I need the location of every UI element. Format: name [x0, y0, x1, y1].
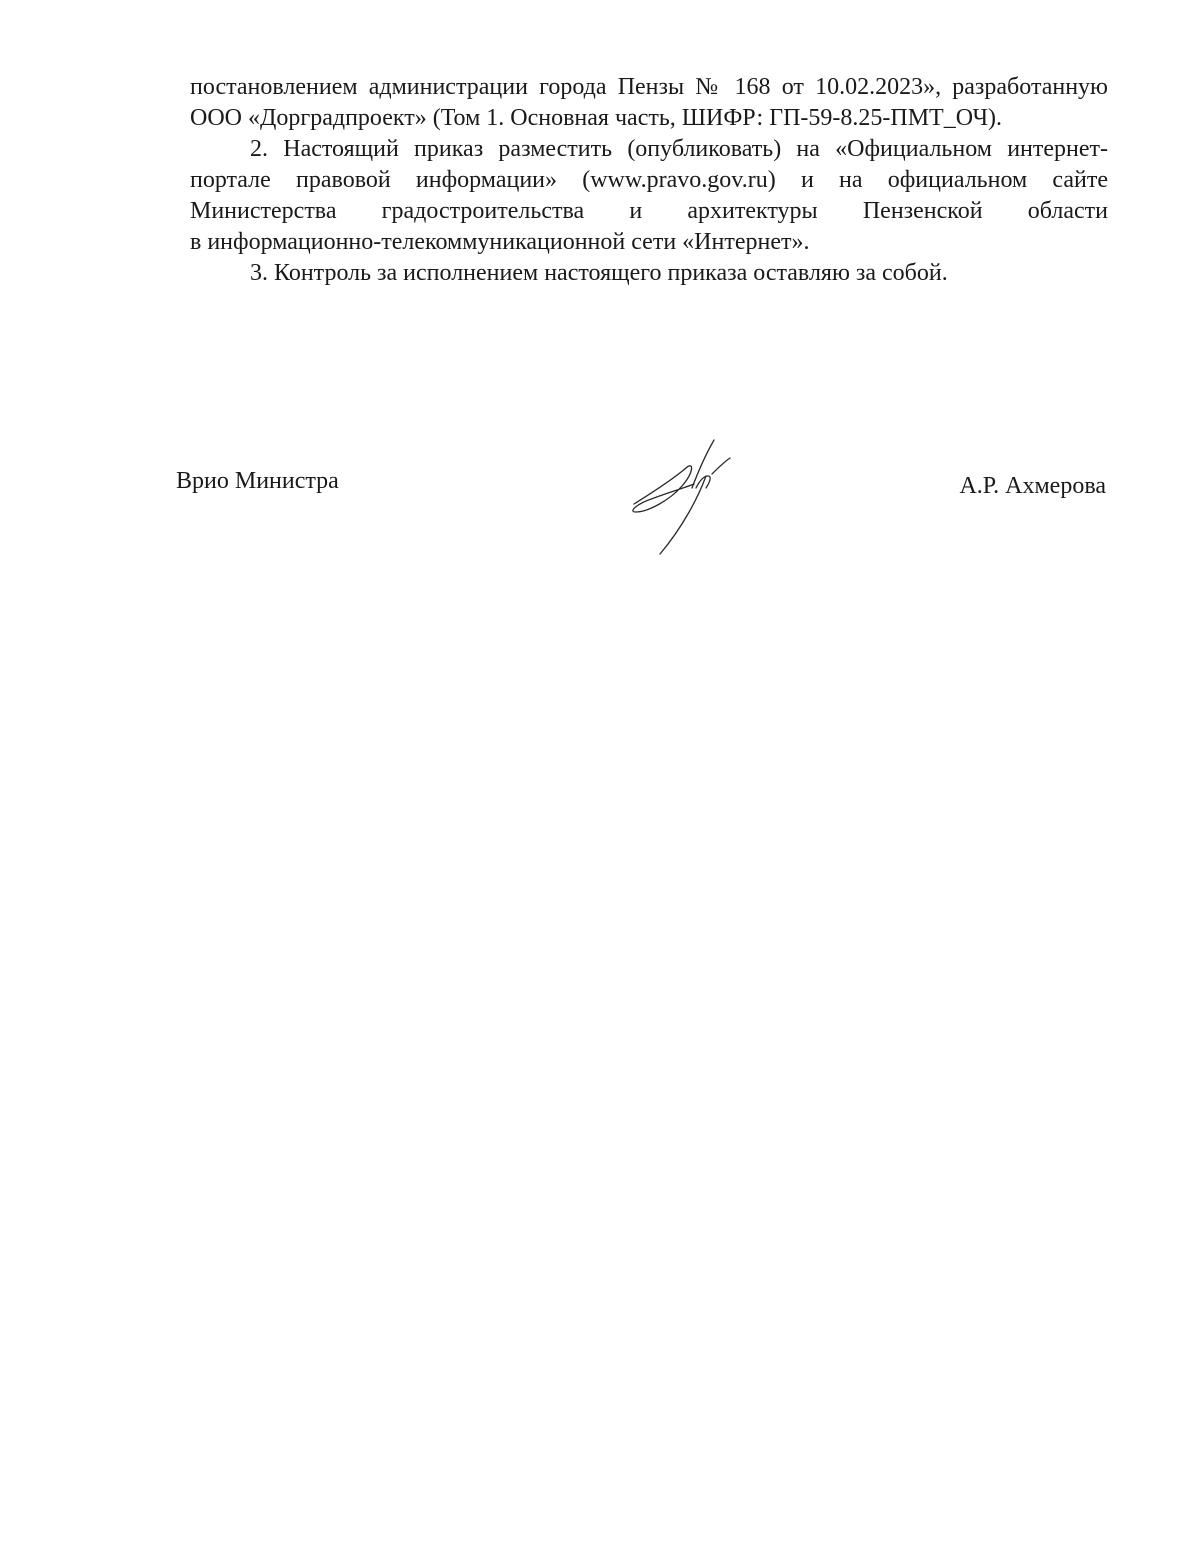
- paragraph-2-line-3: Министерства градостроительства и архитектуры Пензенской области: [190, 198, 1108, 224]
- signatory-position: Врио Министра: [176, 468, 339, 494]
- signature-block: [0, 420, 1200, 560]
- paragraph-2-line-2: портале правовой информации» (www.pravo.gov.ru) и на официальном сайте: [190, 167, 1108, 193]
- paragraph-1-line-2: ООО «Дорградпроект» (Том 1. Основная часть, ШИФР: ГП-59-8.25-ПМТ_ОЧ).: [190, 105, 1003, 131]
- paragraph-2-line-4: в информационно-телекоммуникационной сети «Интернет».: [190, 229, 810, 255]
- paragraph-1-line-1: постановлением администрации города Пензы № 168 от 10.02.2023», разработанную: [190, 74, 1108, 100]
- paragraph-3-line-1: 3. Контроль за исполнением настоящего приказа оставляю за собой.: [250, 260, 948, 286]
- document-body: [190, 72, 1108, 289]
- paragraph-2-line-1: 2. Настоящий приказ разместить (опубликовать) на «Официальном интернет-: [250, 136, 1108, 162]
- handwritten-signature-icon: [620, 428, 750, 558]
- signatory-name: А.Р. Ахмерова: [959, 473, 1106, 499]
